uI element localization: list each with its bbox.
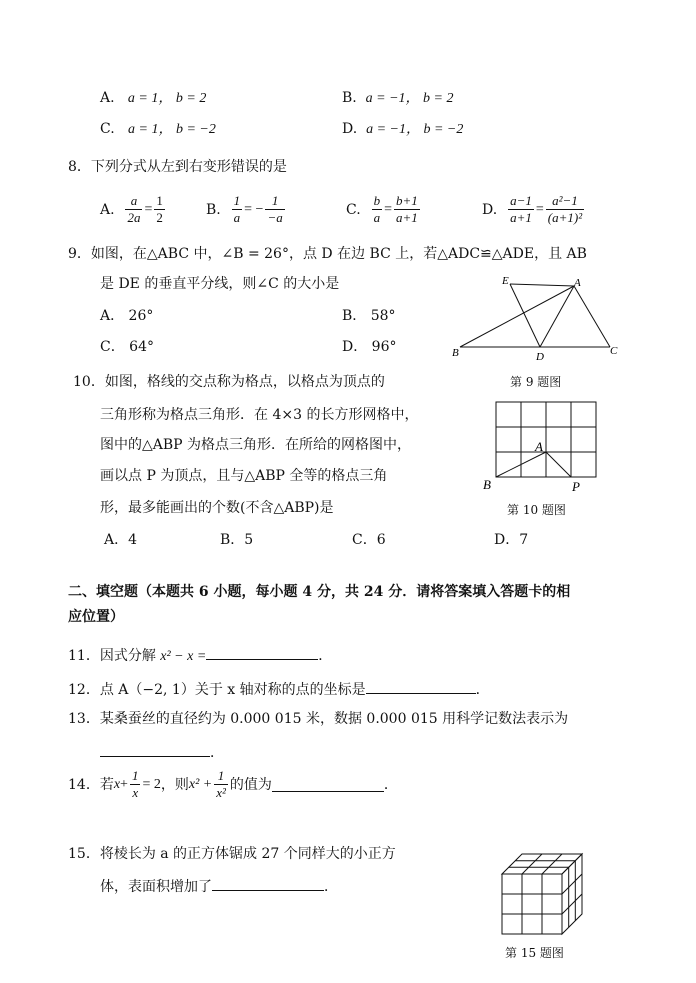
answer-blank: [366, 679, 476, 694]
fraction: $\frac{1}{a}$: [233, 193, 241, 225]
q10-stem-line2: 三角形称为格点三角形．在 4×3 的长方形网格中，: [100, 407, 419, 423]
segment-ea: [510, 284, 574, 286]
label-e: E: [502, 275, 509, 287]
fraction: $\frac{1}{2}$: [156, 193, 163, 225]
q10-stem-line5: 形，最多能画出的个数(不含△ABP)是: [100, 500, 334, 516]
label-b: B: [452, 347, 459, 359]
q15-figure-caption: 第 15 题图: [505, 946, 564, 960]
q9-option-d: D． 96°: [342, 339, 397, 355]
answer-blank: [212, 876, 324, 891]
fraction: $\frac{a-1}{a+1}$: [510, 193, 532, 225]
fraction: $\frac{1}{\text{x²}}$: [216, 768, 226, 800]
q9-stem-line1: 9．如图，在△ABC 中，∠B = 26°，点 D 在边 BC 上，若△ADC≌△ADE，且 AB: [68, 246, 587, 262]
cube-top-face: [502, 854, 582, 874]
q9-triangle-figure: [448, 270, 628, 365]
q9-option-a: A． 26°: [100, 308, 154, 324]
q10-option-a: A．4: [104, 532, 138, 548]
label-d: D: [536, 351, 544, 363]
q10-stem-line3: 图中的△ABP 为格点三角形．在所给的网格图中，: [100, 437, 412, 453]
q13-line1: 13．某桑蚕丝的直径约为 0.000 015 米，数据 0.000 015 用科学记数法表示为: [68, 711, 569, 727]
q8-option-b: B. $\frac{1}{a}$ = − $\frac{1}{-a}$: [206, 193, 283, 225]
q7-option-c: C. a = 1， b = −2: [100, 121, 216, 137]
fraction: $\frac{b+1}{a+1}$: [395, 193, 418, 225]
q10-figure-caption: 第 10 题图: [507, 503, 566, 517]
q10-stem-line1: 10．如图，格线的交点称为格点，以格点为顶点的: [73, 374, 385, 390]
q9-figure-caption: 第 9 题图: [510, 375, 562, 389]
section2-heading-line1: 二、填空题（本题共 6 小题，每小题 4 分，共 24 分．请将答案填入答题卡的相: [68, 584, 571, 600]
q7-option-b: B. a = −1， b = 2: [342, 90, 454, 106]
q10-grid-figure: [478, 396, 608, 496]
label-c: C: [610, 345, 618, 357]
q9-option-b: B． 58°: [342, 308, 396, 324]
q15-line1: 15．将棱长为 a 的正方体锯成 27 个同样大的小正方: [68, 846, 396, 862]
q15-cube-figure: [496, 848, 588, 940]
fraction: $\frac{\text{a²−1}}{\text{(a+1)²}}$: [547, 193, 583, 225]
q10-stem-line4: 画以点 P 为顶点，且与△ABP 全等的格点三角: [100, 468, 388, 484]
q7-option-a: A. a = 1， b = 2: [100, 90, 207, 106]
answer-blank: [100, 742, 210, 757]
section2-heading-line2: 应位置）: [68, 609, 124, 625]
segment-ap: [546, 452, 571, 477]
q13-line2: ．: [100, 742, 224, 762]
q11: 11．因式分解 x² − x = ．: [68, 645, 332, 666]
label-b: B: [483, 477, 491, 492]
q8-option-a: A. $\frac{a}{2a}$ = $\frac{1}{2}$: [100, 193, 163, 225]
answer-blank: [206, 645, 318, 660]
q8-stem: 8．下列分式从左到右变形错误的是: [68, 159, 287, 175]
segment-ed: [510, 284, 540, 347]
cube-front-face: [502, 874, 562, 934]
fraction: $\frac{b}{a}$: [373, 193, 381, 225]
q8-option-c: C. $\frac{b}{a}$ = $\frac{b+1}{a+1}$: [346, 193, 418, 225]
fraction: $\frac{1}{x}$: [131, 768, 139, 800]
fraction: $\frac{a}{2a}$: [127, 193, 141, 225]
label-p: P: [572, 479, 580, 494]
q14: 14．若 x + $\frac{1}{x}$ = 2 ，则 x² + $\frac{1}{\text{x²}}$ 的值为 ．: [68, 768, 398, 800]
q12: 12．点 A（−2, 1）关于 x 轴对称的点的坐标是 ．: [68, 679, 490, 699]
q15-line2: 体，表面积增加了 ．: [100, 876, 338, 896]
label-a: A: [574, 277, 581, 289]
segment-ac: [574, 286, 610, 347]
q10-option-c: C．6: [352, 532, 386, 548]
answer-blank: [272, 777, 384, 792]
q10-option-d: D．7: [494, 532, 529, 548]
cube-right-face: [562, 854, 582, 934]
label-a: A: [535, 439, 543, 454]
fraction: $\frac{1}{-a}$: [267, 193, 283, 225]
q7-option-d: D. a = −1， b = −2: [342, 121, 464, 137]
q9-option-c: C． 64°: [100, 339, 154, 355]
q10-option-b: B．5: [220, 532, 254, 548]
q9-stem-line2: 是 DE 的垂直平分线，则∠C 的大小是: [100, 276, 340, 292]
q8-option-d: D. $\frac{a-1}{a+1}$ = $\frac{\text{a²−1}}{\text{(a+1)²}}$: [482, 193, 583, 225]
